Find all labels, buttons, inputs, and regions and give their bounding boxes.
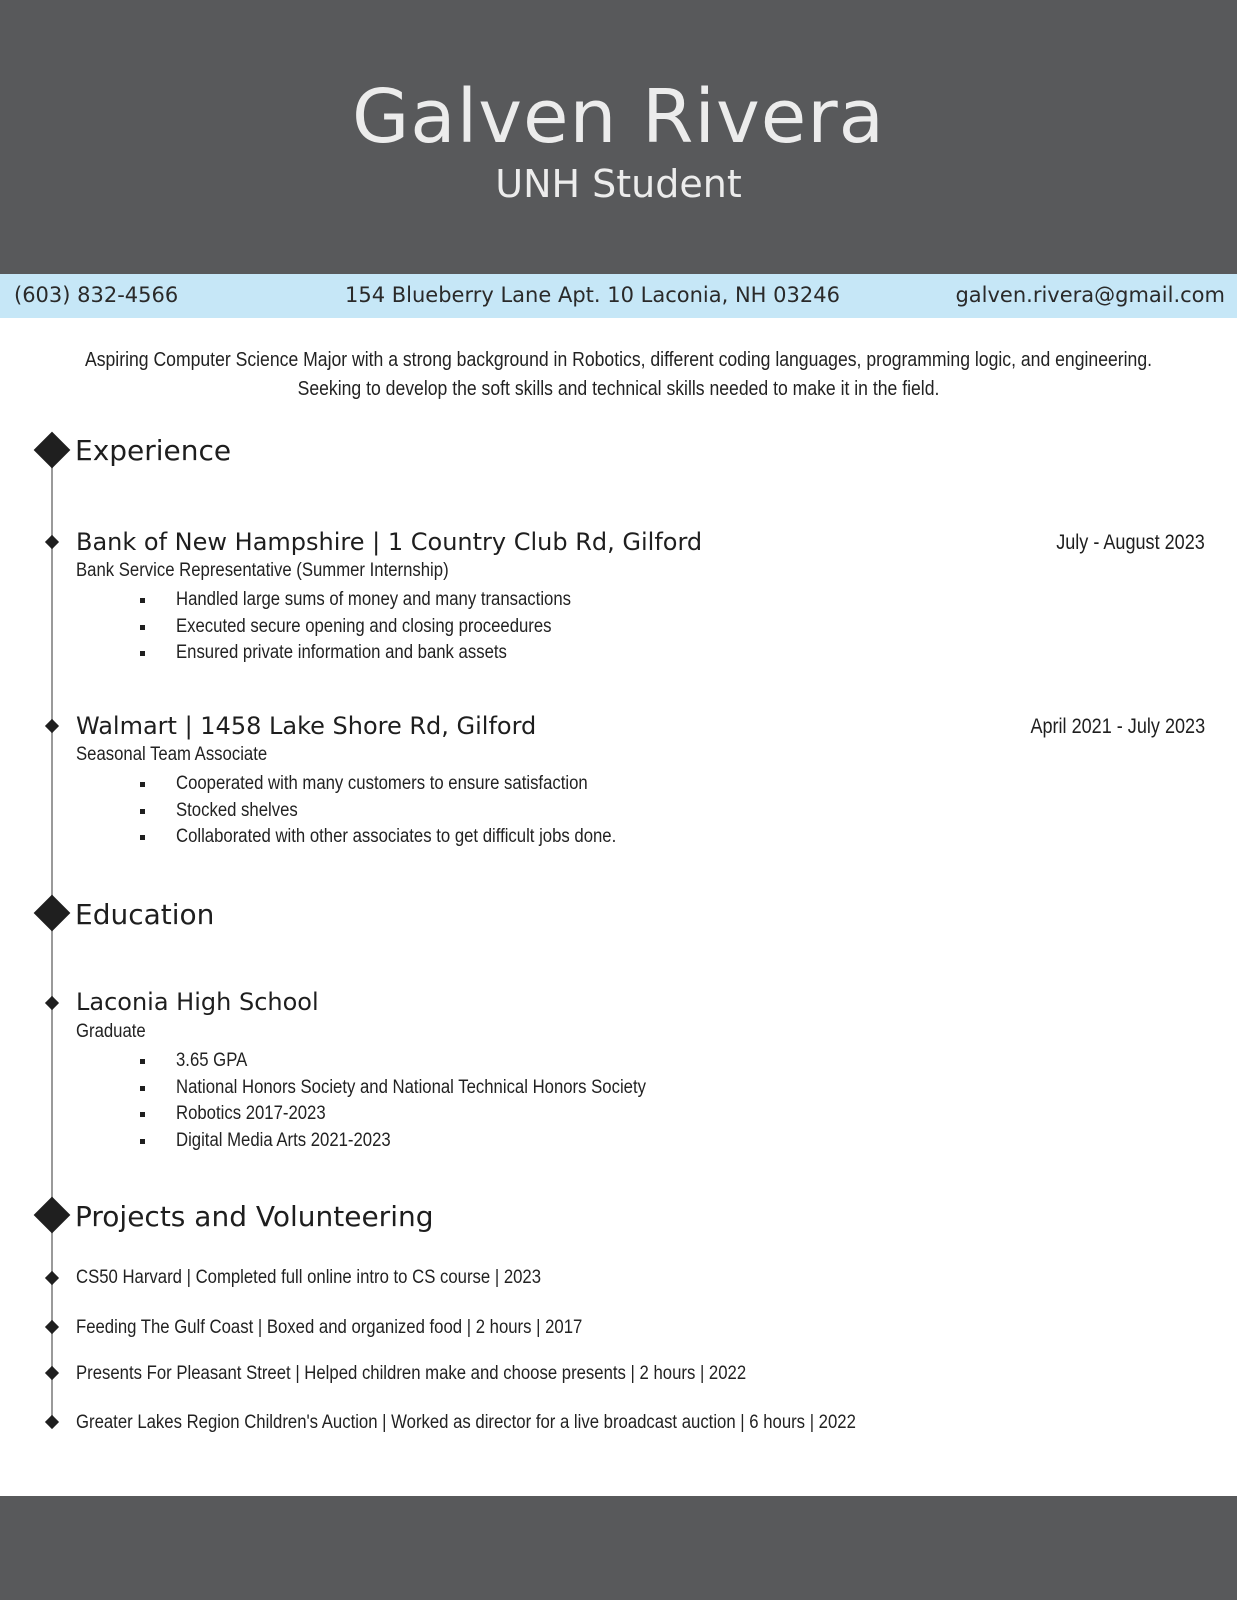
list-item-text: Handled large sums of money and many transactions bbox=[176, 589, 571, 610]
list-item-text: Robotics 2017-2023 bbox=[176, 1103, 326, 1124]
contact-bar bbox=[0, 274, 1237, 318]
entry-diamond-icon bbox=[45, 996, 59, 1010]
contact-email: galven.rivera@gmail.com bbox=[955, 283, 1225, 307]
project-item: CS50 Harvard | Completed full online intro to CS course | 2023 bbox=[76, 1267, 542, 1288]
bullet-square-icon bbox=[140, 625, 145, 630]
list-item-text: Collaborated with other associates to get difficult jobs done. bbox=[176, 826, 617, 847]
entry-diamond-icon bbox=[45, 1271, 59, 1285]
section-diamond-icon bbox=[34, 432, 71, 469]
contact-phone: (603) 832-4566 bbox=[14, 283, 179, 307]
footer-banner bbox=[0, 1496, 1237, 1600]
entry-date: July - August 2023 bbox=[1056, 531, 1205, 554]
entry-title: Walmart | 1458 Lake Shore Rd, Gilford bbox=[76, 712, 537, 740]
project-item: Presents For Pleasant Street | Helped children make and choose presents | 2 hours | 2022 bbox=[76, 1363, 747, 1384]
candidate-name: Galven Rivera bbox=[351, 74, 886, 160]
section-title-education: Education bbox=[75, 898, 215, 931]
entry-role: Bank Service Representative (Summer Internship) bbox=[76, 560, 449, 581]
bullet-square-icon bbox=[140, 1139, 145, 1144]
bullet-square-icon bbox=[140, 809, 145, 814]
bullet-square-icon bbox=[140, 598, 145, 603]
candidate-subtitle: UNH Student bbox=[495, 162, 742, 206]
bullet-square-icon bbox=[140, 1059, 145, 1064]
bullet-square-icon bbox=[140, 782, 145, 787]
list-item-text: Ensured private information and bank assets bbox=[176, 642, 507, 663]
bullet-square-icon bbox=[140, 651, 145, 656]
section-title-experience: Experience bbox=[75, 434, 232, 467]
bullet-square-icon bbox=[140, 1086, 145, 1091]
bullet-square-icon bbox=[140, 835, 145, 840]
entry-diamond-icon bbox=[45, 1415, 59, 1429]
contact-address: 154 Blueberry Lane Apt. 10 Laconia, NH 03246 bbox=[345, 283, 840, 307]
bullet-square-icon bbox=[140, 1112, 145, 1117]
entry-title: Bank of New Hampshire | 1 Country Club Rd, Gilford bbox=[76, 528, 703, 556]
summary-line-2: Seeking to develop the soft skills and technical skills needed to make it in the field. bbox=[297, 378, 940, 400]
header-banner bbox=[0, 0, 1237, 274]
entry-diamond-icon bbox=[45, 719, 59, 733]
list-item-text: National Honors Society and National Technical Honors Society bbox=[176, 1076, 646, 1098]
list-item-text: Cooperated with many customers to ensure satisfaction bbox=[176, 773, 588, 794]
summary-line-1: Aspiring Computer Science Major with a strong background in Robotics, different coding languages, programming logic, and engineering. bbox=[84, 349, 1153, 371]
entry-role: Graduate bbox=[76, 1021, 146, 1042]
entry-diamond-icon bbox=[45, 1320, 59, 1334]
section-title-projects: Projects and Volunteering bbox=[75, 1200, 434, 1233]
list-item-text: Executed secure opening and closing proceedures bbox=[176, 615, 552, 637]
entry-role: Seasonal Team Associate bbox=[76, 744, 268, 765]
list-item-text: Digital Media Arts 2021-2023 bbox=[176, 1129, 391, 1151]
section-diamond-icon bbox=[34, 895, 71, 932]
list-item-text: Stocked shelves bbox=[176, 799, 298, 821]
entry-diamond-icon bbox=[45, 535, 59, 549]
section-diamond-icon bbox=[34, 1197, 71, 1234]
entry-title: Laconia High School bbox=[76, 988, 319, 1016]
project-item: Greater Lakes Region Children's Auction | Worked as director for a live broadcast auction | 6 hours | 2022 bbox=[76, 1412, 856, 1433]
project-item: Feeding The Gulf Coast | Boxed and organized food | 2 hours | 2017 bbox=[76, 1317, 583, 1338]
list-item-text: 3.65 GPA bbox=[176, 1050, 248, 1071]
summary bbox=[0, 346, 1237, 404]
entry-diamond-icon bbox=[45, 1366, 59, 1380]
entry-date: April 2021 - July 2023 bbox=[1030, 715, 1205, 738]
